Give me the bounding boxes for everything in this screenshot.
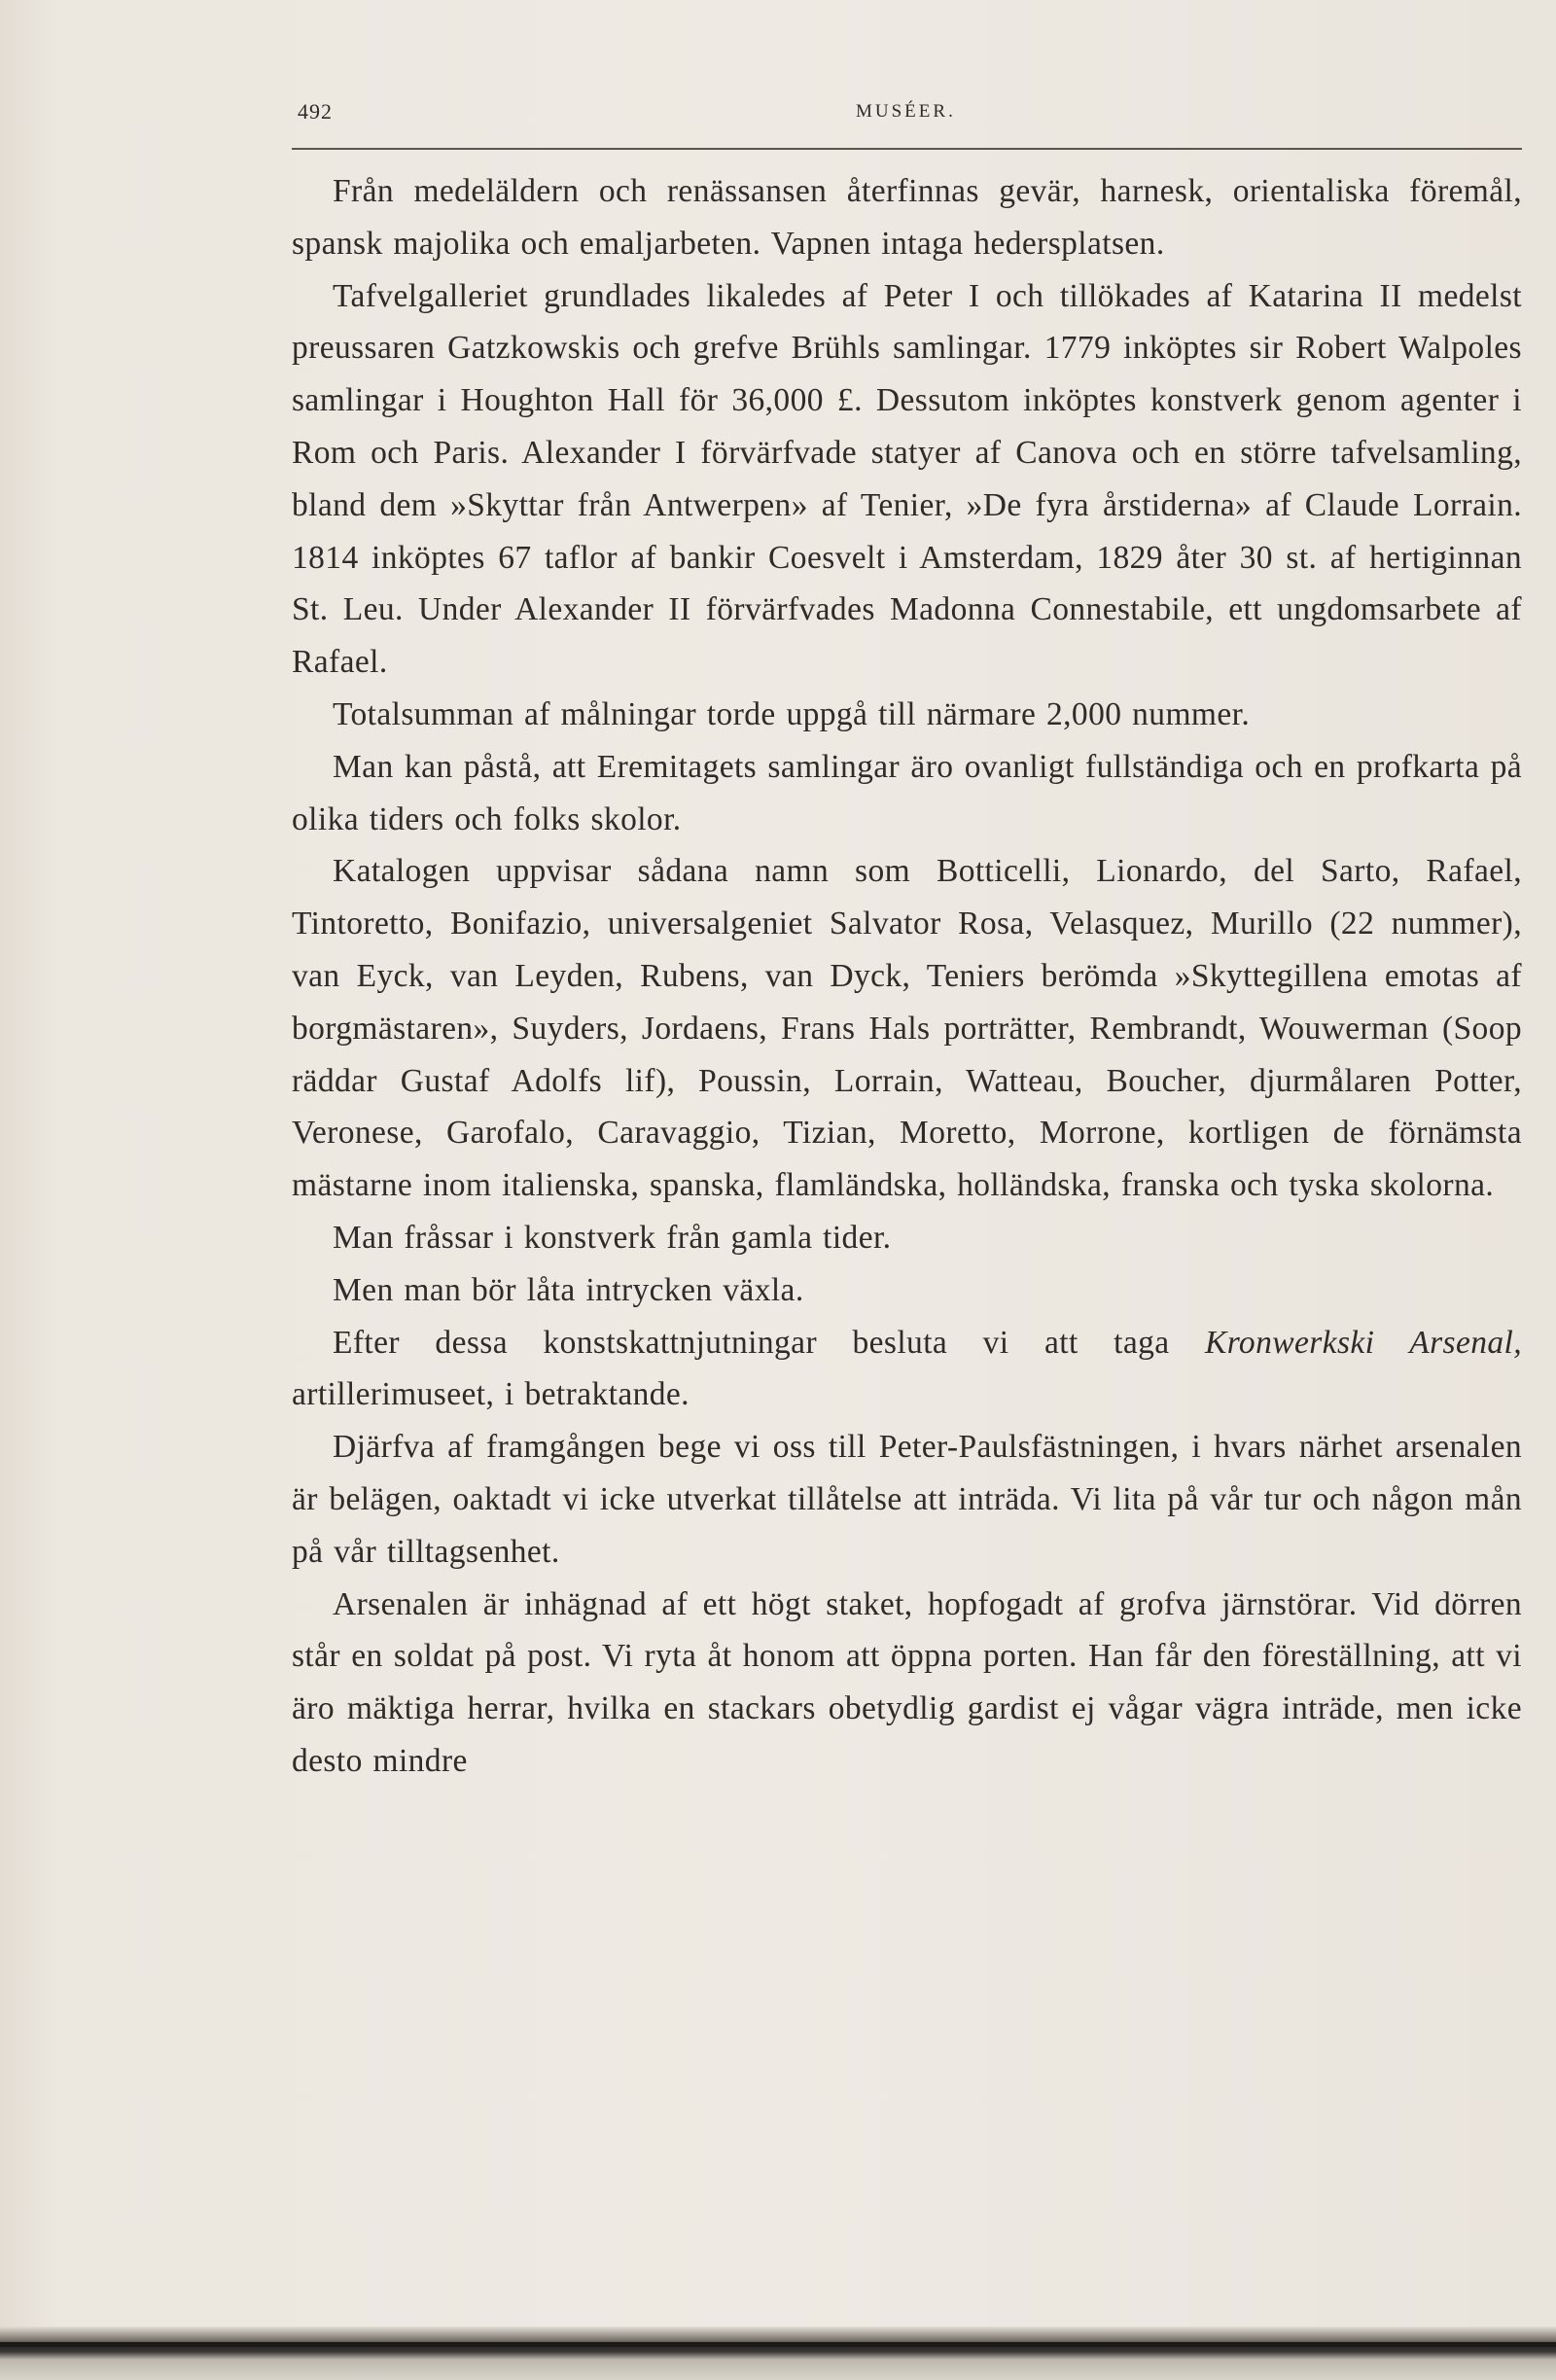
paragraph: Man fråssar i konstverk från gamla tider. [333, 1219, 892, 1256]
paragraph-text: artillerimuseet, i betraktande. [292, 1376, 690, 1413]
paragraph: Katalogen uppvisar sådana namn som Botticelli, Lionardo, del Sarto, Rafael, Tintoretto, Bonifazio, universalgeniet Salvator Rosa, Velasquez, Murillo (22 nummer), van Eyck, van Leyden, Rubens, van Dyck, Teniers berömda »Skyttegillena emotas af borgmästaren», Suyders, Jordaens, Frans Hals porträtter, Rembrandt, Wouwerman (Soop räddar Gustaf Adolfs lif), Poussin, Lorrain, Watteau, Boucher, djurmålaren Potter, Veronese, Garofalo, Caravaggio, Tizian, Moretto, Morrone, kortligen de förnämsta mästarne inom italienska, spanska, flamländska, holländska, franska och tyska skolorna. [292, 853, 1522, 1204]
italic-place-name: Kronwerkski Arsenal, [1204, 1324, 1523, 1361]
page-number: 492 [298, 99, 333, 124]
paragraph-arsenal [292, 1317, 1522, 1422]
paragraph: Arsenalen är inhägnad af ett högt staket, hopfogadt af grofva järnstörar. Vid dörren står en soldat på post. Vi ryta åt honom att öppna porten. Han får den föreställning, att vi äro mäktiga herrar, hvilka en stackars obetydlig gardist ej vågar vägra inträde, men icke desto mindre [292, 1585, 1522, 1779]
page-bottom-edge [0, 2327, 1556, 2380]
page-header [292, 97, 1522, 150]
paragraph: Men man bör låta intrycken växla. [333, 1271, 804, 1308]
paragraph-text: Efter dessa konstskattnjutningar besluta vi att taga [333, 1324, 1205, 1361]
paragraph: Tafvelgalleriet grundlades likaledes af Peter I och tillökades af Katarina II medelst preussaren Gatzkowskis och grefve Brühls samlingar. 1779 inköptes sir Robert Walpoles samlingar i Houghton Hall för 36,000 £. Dessutom inköptes konstverk genom agenter i Rom och Paris. Alexander I förvärfvade statyer af Canova och en större tafvelsamling, bland dem »Skyttar från Antwerpen» af Tenier, »De fyra årstiderna» af Claude Lorrain. 1814 inköptes 67 taflor af bankir Coesvelt i Amsterdam, 1829 åter 30 st. af hertiginnan St. Leu. Under Alexander II förvärfvades Madonna Connestabile, ett ungdomsarbete af Rafael. [292, 277, 1522, 681]
paragraph: Totalsumman af målningar torde uppgå till närmare 2,000 nummer. [333, 695, 1251, 732]
binding-shadow-line [0, 2342, 1556, 2347]
paragraph: Djärfva af framgången bege vi oss till Peter-Paulsfästningen, i hvars närhet arsenalen är belägen, oaktadt vi icke utverkat tillåtelse att inträda. Vi lita på vår tur och någon mån på vår tilltagsenhet. [292, 1429, 1522, 1570]
paragraph: Man kan påstå, att Eremitagets samlingar äro ovanligt fullständiga och en profkarta på olika tiders och folks skolor. [292, 748, 1522, 837]
body-text [292, 165, 1522, 1788]
running-head: MUSÉER. [856, 101, 956, 122]
paragraph: Från medeläldern och renässansen återfinnas gevär, harnesk, orientaliska föremål, spansk majolika och emaljarbeten. Vapnen intaga hedersplatsen. [292, 173, 1522, 262]
